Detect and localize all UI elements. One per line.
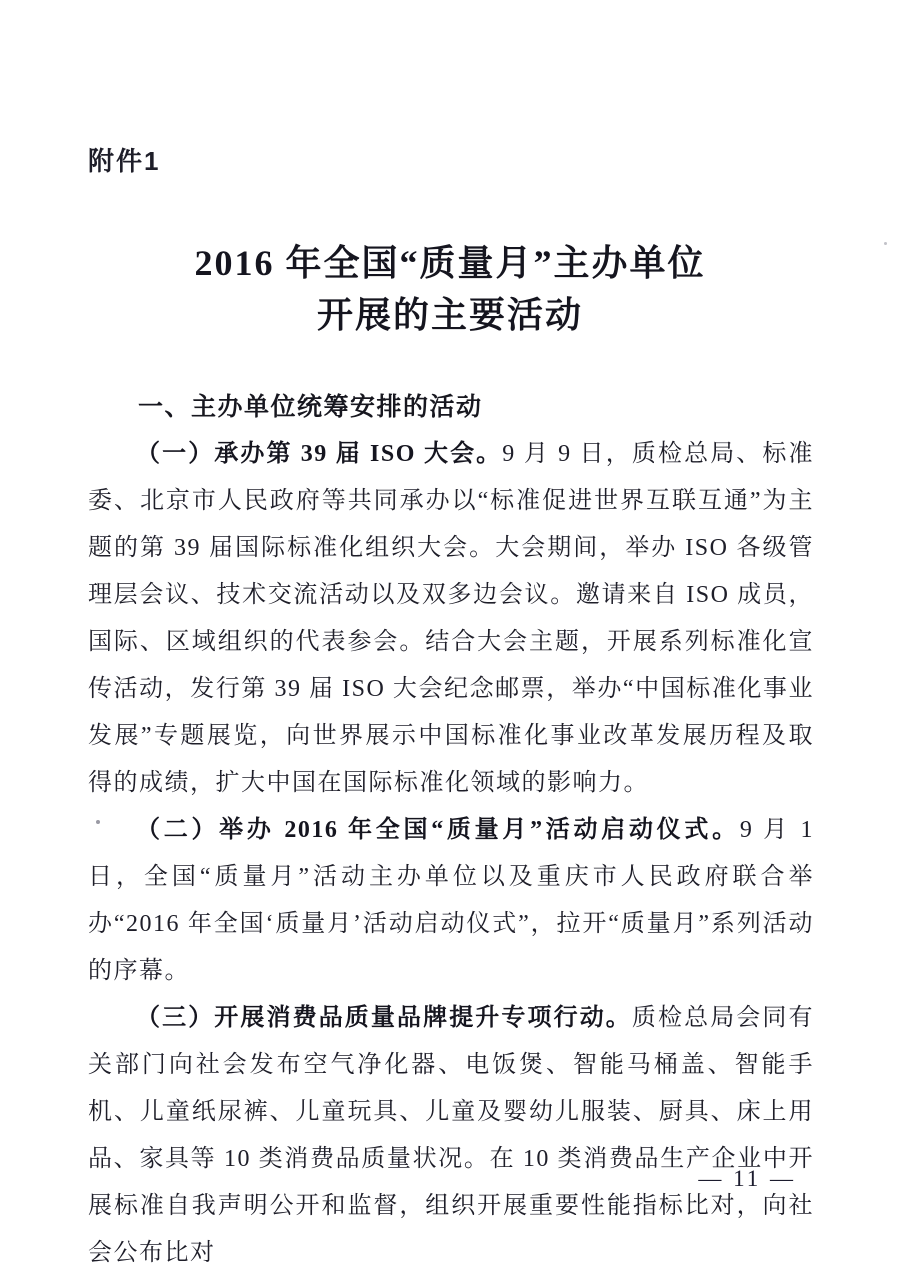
attachment-label: 附件1 bbox=[88, 146, 161, 176]
document-body bbox=[88, 384, 814, 1277]
scan-speck bbox=[96, 820, 100, 824]
page-number: — 11 — bbox=[698, 1166, 796, 1191]
paragraph-lead: （二）举办 2016 年全国“质量月”活动启动仪式。 bbox=[136, 817, 740, 843]
paragraph-lead: （三）开展消费品质量品牌提升专项行动。 bbox=[136, 1005, 632, 1031]
section-heading: 一、主办单位统筹安排的活动 bbox=[138, 393, 483, 421]
scan-speck bbox=[884, 242, 887, 245]
document-title-line-2: 开展的主要活动 bbox=[316, 295, 583, 335]
paragraph: （二）举办 2016 年全国“质量月”活动启动仪式。9 月 1 日，全国“质量月”活动主办单位以及重庆市人民政府联合举办“2016 年全国‘质量月’活动启动仪式”，拉开“质量月”系列活动的序幕。 bbox=[88, 817, 815, 984]
paragraph-lead: （一）承办第 39 届 ISO 大会。 bbox=[136, 441, 503, 467]
body-paragraphs bbox=[88, 431, 814, 1277]
paragraph: （一）承办第 39 届 ISO 大会。9 月 9 日，质检总局、标准委、北京市人民政府等共同承办以“标准促进世界互联互通”为主题的第 39 届国际标准化组织大会。大会期间，举办 ISO 各级管理层会议、技术交流活动以及双多边会议。邀请来自 ISO 成员，国际、区域组织的代表参会。结合大会主题，开展系列标准化宣传活动，发行第 39 届 ISO 大会纪念邮票，举办“中国标准化事业发展”专题展览，向世界展示中国标准化事业改革发展历程及取得的成绩，扩大中国在国际标准化领域的影响力。 bbox=[88, 441, 814, 796]
document-title-line-1: 2016 年全国“质量月”主办单位 bbox=[194, 243, 706, 283]
document-title bbox=[0, 237, 900, 341]
paragraph: （三）开展消费品质量品牌提升专项行动。质检总局会同有关部门向社会发布空气净化器、电饭煲、智能马桶盖、智能手机、儿童纸尿裤、儿童玩具、儿童及婴幼儿服装、厨具、床上用品、家具等 10 类消费品质量状况。在 10 类消费品生产企业中开展标准自我声明公开和监督，组织开展重要性能指标比对，向社会公布比对 bbox=[88, 1005, 815, 1266]
